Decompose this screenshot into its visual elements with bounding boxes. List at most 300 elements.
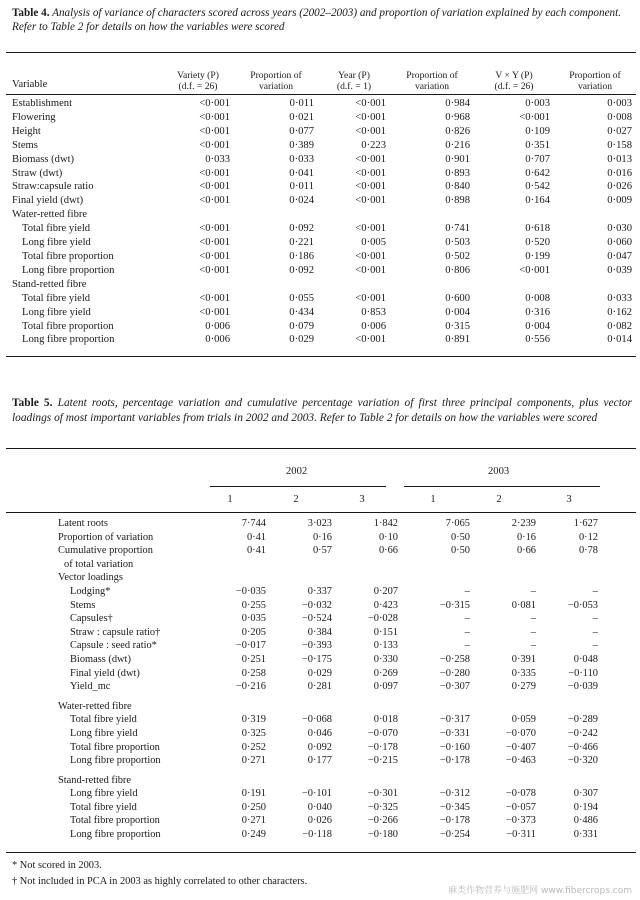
table5-col-2: 2 [293, 494, 299, 505]
cell-value [332, 558, 398, 572]
cell-value [332, 571, 398, 585]
table5-label: Table 5. [12, 397, 53, 409]
cell-value [208, 558, 266, 572]
cell-value: 0·048 [573, 653, 598, 665]
cell-v: <0·001 [199, 306, 230, 318]
row-label: Cumulative proportion [58, 545, 153, 557]
table5-header-rule [6, 512, 636, 513]
cell-v: <0·001 [199, 125, 230, 137]
cell-value: 0·335 [511, 667, 536, 679]
row-label: Long fibre yield [22, 306, 91, 318]
cell-value: 0·78 [578, 545, 598, 557]
cell-value: 0·207 [373, 585, 398, 597]
row-label: Total fibre yield [70, 714, 137, 726]
cell-value: 0·133 [373, 640, 398, 652]
table-row [58, 544, 598, 558]
cell-value: −0·311 [506, 829, 536, 841]
cell-y: <0·001 [355, 195, 386, 207]
row-label: Stems [70, 599, 96, 611]
table-row [12, 333, 636, 347]
cell-value [208, 571, 266, 585]
cell-value: 0·66 [516, 545, 536, 557]
cell-value: 0·191 [241, 788, 266, 800]
cell-p3: 0·082 [607, 320, 632, 332]
cell-y: 0·853 [361, 306, 386, 318]
cell-v: <0·001 [199, 181, 230, 193]
cell-value: – [530, 613, 536, 625]
header-line: Proportion of [250, 70, 302, 81]
cell-vy: 0·164 [525, 195, 550, 207]
cell-p3: 0·047 [607, 250, 632, 262]
cell-vy: 0·351 [525, 139, 550, 151]
cell-value [398, 571, 470, 585]
cell-p3: 0·016 [607, 167, 632, 179]
cell-y: <0·001 [355, 181, 386, 193]
footnote-dagger: † Not included in PCA in 2003 as highly correlated to other characters. [12, 876, 308, 887]
cell-p1: 0·055 [289, 292, 314, 304]
cell-vy: 0·556 [525, 334, 550, 346]
cell-y: <0·001 [355, 167, 386, 179]
cell-value: −0·035 [235, 585, 266, 597]
cell-value: −0·070 [505, 727, 536, 739]
table-row [12, 125, 636, 139]
table5-col-1: 1 [227, 494, 233, 505]
cell-value: 0·279 [511, 681, 536, 693]
row-label: Long fibre proportion [70, 829, 161, 841]
cell-p1: 0·033 [289, 153, 314, 165]
cell-value: −0·053 [567, 599, 598, 611]
row-label: Long fibre yield [70, 727, 138, 739]
cell-value: – [530, 640, 536, 652]
row-label: Water-retted fibre [58, 700, 132, 712]
cell-value: −0·180 [367, 829, 398, 841]
cell-value: 0·10 [378, 531, 398, 543]
cell-p2: 0·004 [445, 306, 470, 318]
cell-value: 0·249 [241, 829, 266, 841]
table-row [58, 653, 598, 667]
table4-label: Table 4. [12, 7, 50, 19]
header-line: (d.f. = 26) [494, 81, 534, 92]
cell-p3: 0·013 [607, 153, 632, 165]
header-line: Proportion of [406, 70, 458, 81]
row-label: Final yield (dwt) [12, 195, 84, 207]
cell-vy: 0·542 [525, 181, 550, 193]
cell-p1: 0·092 [289, 223, 314, 235]
cell-value [332, 700, 398, 714]
cell-value [470, 774, 536, 788]
cell-p3: 0·039 [607, 264, 632, 276]
cell-value: 7·065 [445, 518, 470, 529]
cell-p3: 0·158 [607, 139, 632, 151]
row-label: Establishment [12, 98, 73, 109]
cell-value: −0·266 [367, 815, 398, 827]
cell-value: −0·175 [301, 653, 332, 665]
cell-value: −0·057 [505, 801, 536, 813]
cell-vy: 0·008 [525, 292, 550, 304]
table5-top-rule [6, 448, 636, 449]
row-label: Total fibre proportion [22, 320, 114, 332]
cell-value: −0·315 [439, 599, 470, 611]
cell-value: 0·66 [378, 545, 398, 557]
cell-v: <0·001 [199, 167, 230, 179]
cell-p2: 0·741 [445, 223, 470, 235]
row-label: Total fibre yield [22, 223, 91, 235]
cell-y: <0·001 [355, 292, 386, 304]
cell-value [266, 774, 332, 788]
header-line: Proportion of [569, 70, 621, 81]
cell-value: −0·301 [367, 788, 398, 800]
cell-value [470, 558, 536, 572]
cell-value: −0·373 [505, 815, 536, 827]
cell-v: <0·001 [199, 237, 230, 249]
row-label: Long fibre yield [70, 788, 138, 800]
cell-value: 0·384 [307, 626, 332, 638]
table-row [58, 801, 598, 815]
cell-vy: 0·109 [525, 125, 550, 137]
cell-v: <0·001 [199, 250, 230, 262]
section-row [12, 278, 636, 292]
cell-p2: 0·502 [445, 250, 470, 262]
cell-y: <0·001 [355, 153, 386, 165]
cell-value: – [464, 626, 470, 638]
table-row [58, 599, 598, 613]
cell-value: −0·028 [367, 613, 398, 625]
row-label: Stand-retted fibre [58, 774, 131, 786]
cell-p3: 0·014 [607, 334, 632, 346]
table-row [12, 306, 636, 320]
cell-vy: 0·199 [525, 250, 550, 262]
cell-p2: 0·898 [445, 195, 470, 207]
cell-value: 0·059 [511, 714, 536, 726]
cell-vy: 0·004 [525, 320, 550, 332]
cell-value: 0·50 [450, 531, 470, 543]
cell-value: −0·331 [439, 727, 470, 739]
cell-value: −0·258 [439, 653, 470, 665]
cell-value [266, 571, 332, 585]
table4-bottom-rule [6, 356, 636, 357]
cell-v: 0·006 [205, 320, 230, 332]
header-line: (d.f. = 26) [178, 81, 218, 92]
header-line: variation [258, 81, 294, 92]
table5-col-3: 3 [359, 494, 365, 505]
cell-value: 0·097 [373, 681, 398, 693]
table5-year-rule-2003 [404, 486, 600, 487]
row-label: Total fibre proportion [22, 250, 114, 262]
cell-value: −0·118 [302, 829, 332, 841]
table-row [12, 292, 636, 306]
cell-p1: 0·092 [289, 264, 314, 276]
table-row [58, 667, 598, 681]
cell-value: – [592, 640, 598, 652]
table-row [58, 612, 598, 626]
header-line: V × Y (P) [495, 70, 533, 81]
cell-value: 0·12 [578, 531, 598, 543]
cell-y: 0·005 [361, 237, 386, 249]
cell-value: −0·312 [439, 788, 470, 800]
table5-col-4: 1 [430, 494, 436, 505]
cell-value: 7·744 [241, 518, 266, 529]
table-row [58, 626, 598, 640]
table-row [12, 167, 636, 181]
cell-p2: 0·600 [445, 292, 470, 304]
cell-vy: 0·618 [525, 223, 550, 235]
table5-year-2002: 2002 [286, 466, 308, 477]
table-row [12, 236, 636, 250]
cell-value: 0·423 [373, 599, 398, 611]
cell-p2: 0·806 [445, 264, 470, 276]
table4-header-prop2 [390, 56, 474, 92]
cell-value: −0·032 [301, 599, 332, 611]
table5-year-2003: 2003 [488, 466, 510, 477]
cell-value: 0·271 [241, 815, 266, 827]
table4-header-variety [162, 56, 234, 92]
cell-value: −0·280 [439, 667, 470, 679]
table-row [58, 741, 598, 755]
cell-value [536, 774, 598, 788]
cell-value: −0·466 [567, 741, 598, 753]
cell-vy: <0·001 [519, 111, 550, 123]
cell-v: <0·001 [199, 223, 230, 235]
row-label: Long fibre proportion [22, 264, 115, 276]
cell-value: 0·018 [373, 714, 398, 726]
cell-value: −0·320 [567, 755, 598, 767]
row-label: Height [12, 125, 41, 137]
cell-value: 0·41 [246, 531, 266, 543]
cell-value: −0·039 [567, 681, 598, 693]
cell-value: −0·393 [301, 640, 332, 652]
table-row [58, 713, 598, 727]
row-label: Straw:capsule ratio [12, 181, 94, 193]
table5-caption [12, 396, 632, 426]
table-row [12, 153, 636, 167]
cell-value: – [592, 585, 598, 597]
cell-value: −0·307 [439, 681, 470, 693]
table4-header-row [12, 56, 636, 92]
cell-value: −0·101 [301, 788, 332, 800]
cell-value: – [592, 626, 598, 638]
cell-value: 0·035 [241, 613, 266, 625]
table-row [58, 639, 598, 653]
cell-value: 0·177 [307, 755, 332, 767]
cell-vy: 0·642 [525, 167, 550, 179]
table4-header-year [318, 56, 390, 92]
table4-top-rule [6, 52, 636, 53]
row-label: Biomass (dwt) [70, 653, 131, 665]
row-label: Straw (dwt) [12, 167, 63, 179]
cell-p1: 0·011 [289, 98, 314, 109]
table4-header-prop3 [554, 56, 636, 92]
cell-y: 0·223 [361, 139, 386, 151]
cell-value: – [464, 613, 470, 625]
cell-p1: 0·021 [289, 111, 314, 123]
cell-value: 0·307 [573, 788, 598, 800]
cell-vy: 0·003 [525, 98, 550, 109]
cell-value: 0·337 [307, 585, 332, 597]
row-label: Proportion of variation [58, 531, 154, 543]
cell-p1: 0·221 [289, 237, 314, 249]
cell-value: −0·325 [367, 801, 398, 813]
cell-value: 0·205 [241, 626, 266, 638]
header-line: variation [577, 81, 613, 92]
table-row [12, 194, 636, 208]
cell-value: −0·289 [567, 714, 598, 726]
table4-header-variable: Variable [12, 79, 48, 90]
cell-p1: 0·077 [289, 125, 314, 137]
table5-bottom-rule [6, 852, 636, 853]
table-row [58, 531, 598, 545]
cell-p2: 0·826 [445, 125, 470, 137]
row-label: Latent roots [58, 518, 108, 529]
cell-value: −0·215 [367, 755, 398, 767]
cell-value: 0·250 [241, 801, 266, 813]
table-row [12, 97, 636, 111]
cell-value [536, 700, 598, 714]
cell-p2: 0·315 [445, 320, 470, 332]
row-label: Flowering [12, 111, 56, 123]
cell-value: 0·092 [307, 741, 332, 753]
cell-value [208, 700, 266, 714]
cell-value: −0·178 [439, 815, 470, 827]
cell-value [332, 774, 398, 788]
cell-value [398, 700, 470, 714]
row-label: Lodging* [70, 585, 111, 597]
cell-value: 0·41 [246, 545, 266, 557]
cell-p1: 0·029 [289, 334, 314, 346]
cell-p3: 0·030 [607, 223, 632, 235]
cell-value: 0·040 [307, 801, 332, 813]
cell-p2: 0·901 [445, 153, 470, 165]
cell-value [470, 700, 536, 714]
cell-value: – [464, 585, 470, 597]
cell-p1: 0·024 [289, 195, 314, 207]
cell-p1: 0·011 [289, 181, 314, 193]
cell-value: 1·627 [573, 518, 598, 529]
cell-value [266, 700, 332, 714]
header-line: variation [414, 81, 450, 92]
cell-p3: 0·162 [607, 306, 632, 318]
cell-p2: 0·503 [445, 237, 470, 249]
cell-value: 0·331 [573, 829, 598, 841]
cell-value: −0·178 [367, 741, 398, 753]
cell-y: <0·001 [355, 111, 386, 123]
cell-value: – [530, 626, 536, 638]
cell-value: −0·345 [439, 801, 470, 813]
table-row [58, 700, 598, 714]
site-watermark: 麻类作物营养与施肥网 www.fibercrops.com [448, 886, 632, 896]
row-label: Vector loadings [58, 572, 123, 584]
row-label: of total variation [64, 558, 134, 570]
cell-v: <0·001 [199, 195, 230, 207]
cell-value [266, 558, 332, 572]
cell-v: 0·006 [205, 334, 230, 346]
cell-value [208, 774, 266, 788]
table-row [12, 180, 636, 194]
cell-value [398, 558, 470, 572]
table5 [58, 517, 598, 842]
cell-value: 0·281 [307, 681, 332, 693]
table5-col-5: 2 [496, 494, 502, 505]
cell-p1: 0·434 [289, 306, 314, 318]
cell-vy: <0·001 [519, 264, 550, 276]
table-row [58, 787, 598, 801]
cell-value: 0·330 [373, 653, 398, 665]
cell-p3: 0·027 [607, 125, 632, 137]
cell-y: <0·001 [355, 264, 386, 276]
cell-value: 2·239 [511, 518, 536, 529]
row-label: Total fibre yield [22, 292, 91, 304]
table5-body [58, 517, 598, 842]
cell-p1: 0·389 [289, 139, 314, 151]
cell-value: −0·110 [568, 667, 598, 679]
table-row [58, 727, 598, 741]
cell-value: 0·325 [241, 727, 266, 739]
cell-p2: 0·984 [445, 98, 470, 109]
cell-value: 0·081 [511, 599, 536, 611]
cell-v: <0·001 [199, 292, 230, 304]
cell-value: 0·16 [516, 531, 536, 543]
cell-p2: 0·891 [445, 334, 470, 346]
row-label: Long fibre proportion [22, 334, 115, 346]
cell-value: −0·216 [235, 681, 266, 693]
table-row [58, 571, 598, 585]
cell-value: 0·319 [241, 714, 266, 726]
table-row [12, 139, 636, 153]
cell-v: 0·033 [205, 153, 230, 165]
section-row [12, 208, 636, 222]
cell-v: <0·001 [199, 98, 230, 109]
cell-value: 0·271 [241, 755, 266, 767]
table-row [12, 264, 636, 278]
row-label: Long fibre proportion [70, 755, 161, 767]
cell-value: – [530, 585, 536, 597]
cell-value: 0·251 [241, 653, 266, 665]
cell-value: – [464, 640, 470, 652]
cell-value: 0·391 [511, 653, 536, 665]
cell-value: −0·407 [505, 741, 536, 753]
cell-y: <0·001 [355, 125, 386, 137]
cell-v: <0·001 [199, 139, 230, 151]
cell-value: 0·046 [307, 727, 332, 739]
table-row [12, 320, 636, 334]
row-label: Biomass (dwt) [12, 153, 75, 165]
cell-y: <0·001 [355, 334, 386, 346]
cell-value: 0·486 [573, 815, 598, 827]
cell-value: 3·023 [307, 518, 332, 529]
cell-value: −0·178 [439, 755, 470, 767]
cell-value: – [592, 613, 598, 625]
cell-p1: 0·186 [289, 250, 314, 262]
header-line: Year (P) [338, 70, 370, 81]
cell-value: 0·50 [450, 545, 470, 557]
table4 [12, 56, 636, 347]
cell-p2: 0·216 [445, 139, 470, 151]
cell-value: 0·252 [241, 741, 266, 753]
cell-value: −0·242 [567, 727, 598, 739]
row-label: Yield_mc [70, 681, 111, 693]
table-row [58, 774, 598, 788]
cell-v: <0·001 [199, 264, 230, 276]
section-label: Water-retted fibre [12, 209, 88, 221]
cell-vy: 0·520 [525, 237, 550, 249]
row-label: Total fibre proportion [70, 741, 160, 753]
cell-value [398, 774, 470, 788]
row-label: Total fibre proportion [70, 815, 160, 827]
table5-year-rule-2002 [210, 486, 386, 487]
cell-value: −0·160 [439, 741, 470, 753]
cell-p2: 0·968 [445, 111, 470, 123]
row-label: Total fibre yield [70, 801, 137, 813]
cell-y: <0·001 [355, 250, 386, 262]
